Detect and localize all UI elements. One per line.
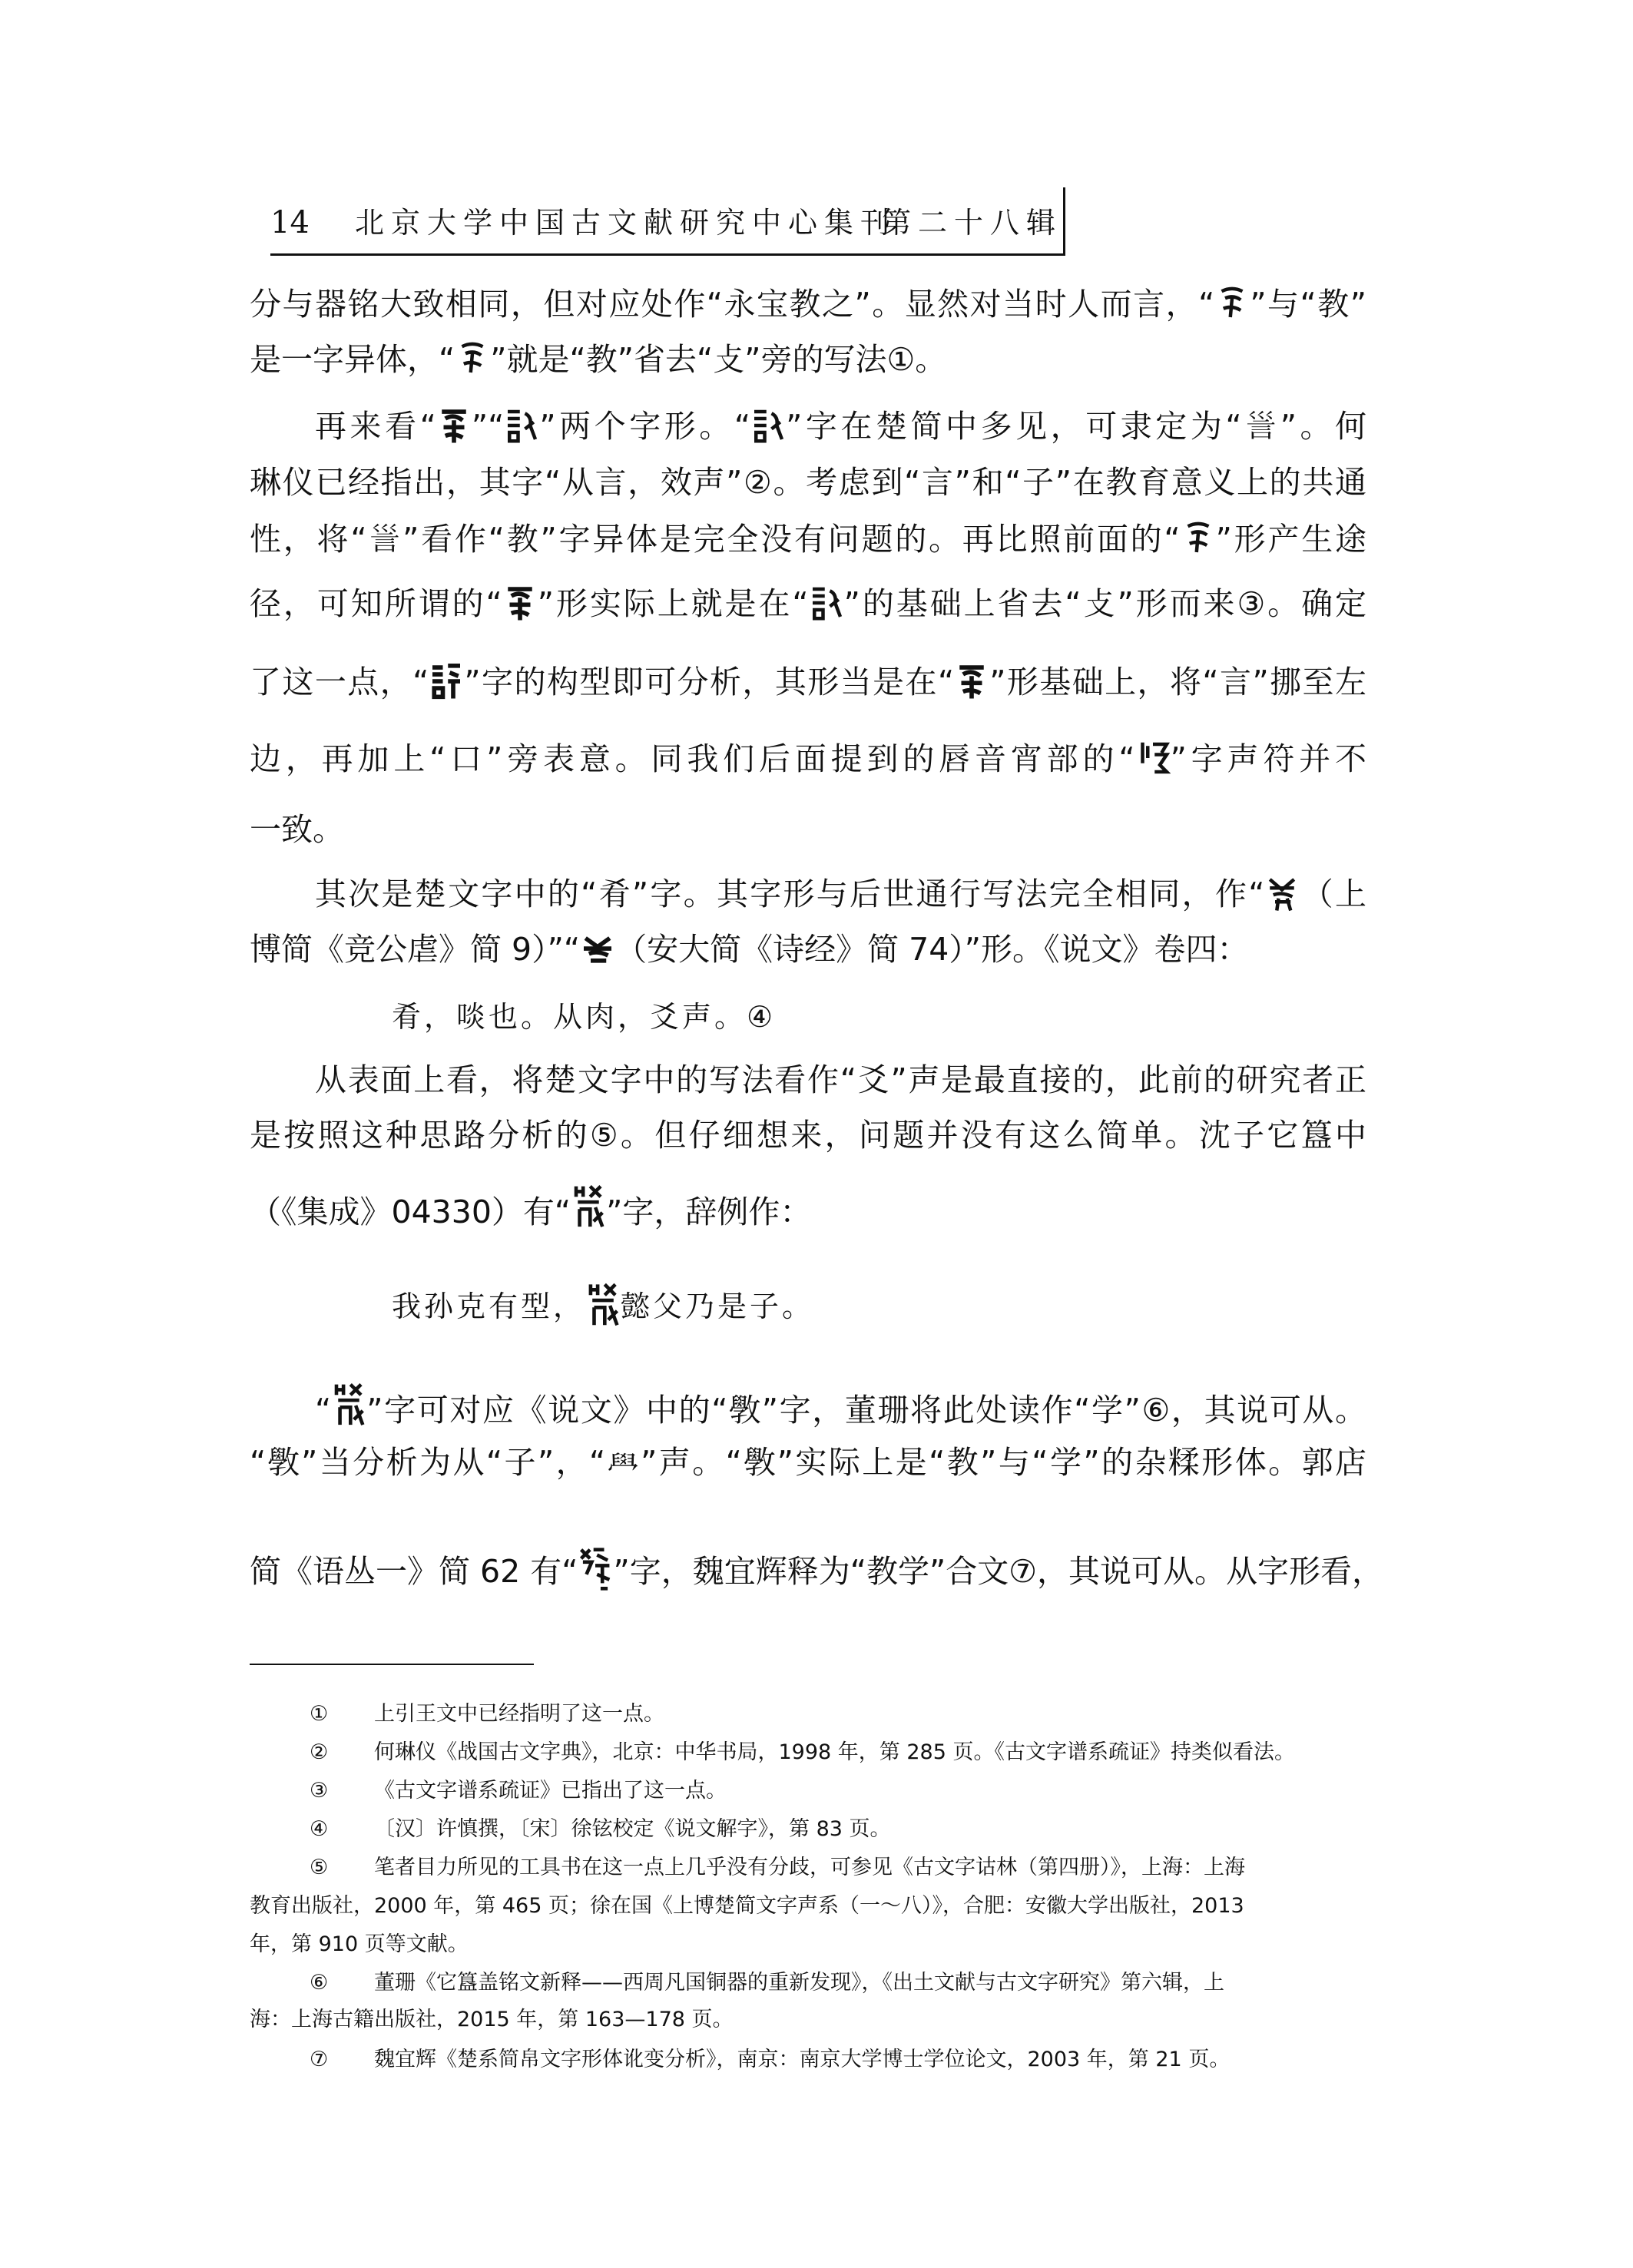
footnote-text: 董珊《它簋盖铭文新释——西周凡国铜器的重新发现》，《出土文献与古文字研究》第六辑，上 xyxy=(374,1971,1224,1995)
ancient-glyph-icon xyxy=(750,405,786,446)
footnote-text: 年，第 910 页等文献。 xyxy=(250,1932,469,1956)
body-line: “斆”当分析为从“子”，“𦥯”声。“斆”实际上是“教”与“学”的杂糅形体。郭店 xyxy=(250,1444,1366,1481)
body-line: 是一字异体，“ ”就是“教”省去“攴”旁的写法①。 xyxy=(250,336,1366,382)
footnote xyxy=(250,1776,1366,1806)
footnote xyxy=(250,2045,1366,2075)
ancient-glyph-icon xyxy=(504,405,539,446)
body-line: 性，将“𧥥”看作“教”字异体是完全没有问题的。再比照前面的“ ”形产生途 xyxy=(250,516,1366,562)
ancient-glyph-icon xyxy=(331,1381,366,1430)
journal-title: 北京大学中国古文献研究中心集刊 xyxy=(355,206,897,240)
footnote xyxy=(250,1852,1366,1883)
quotation: 我孙克有型， 懿父乃是子。 xyxy=(392,1278,814,1333)
footnote-text: 海：上海古籍出版社，2015 年，第 163—178 页。 xyxy=(250,2008,734,2031)
header-rule-vertical xyxy=(1063,187,1065,256)
ancient-glyph-icon xyxy=(1214,283,1250,324)
footnote xyxy=(250,1737,1366,1768)
footnote-text: 教育出版社，2000 年，第 465 页；徐在国《上博楚简文字声系（一～八）》，合肥：安徽大学出版社，2013 xyxy=(250,1894,1244,1918)
footnote-rule xyxy=(250,1664,534,1665)
footnote xyxy=(250,1814,1366,1845)
footnote-continuation xyxy=(250,1891,1366,1922)
footnote-marker: ④ xyxy=(310,1817,329,1841)
body-line: 边，再加上“口”旁表意。同我们后面提到的唇音宵部的“ ”字声符并不 xyxy=(250,736,1366,782)
footnote-text: 笔者目力所见的工具书在这一点上几乎没有分歧，可参见《古文字诂林（第四册）》，上海：上海 xyxy=(374,1856,1245,1879)
ancient-glyph-icon xyxy=(809,582,844,624)
page-number: 14 xyxy=(270,205,310,240)
footnote-text: 〔汉〕许慎撰，〔宋〕徐铉校定《说文解字》，第 83 页。 xyxy=(374,1817,891,1841)
ancient-glyph-icon xyxy=(1135,737,1171,779)
footnote-marker: ② xyxy=(310,1740,329,1764)
body-line: 琳仪已经指出，其字“从言，效声”②。考虑到“言”和“子”在教育意义上的共通 xyxy=(250,464,1366,501)
ancient-glyph-icon xyxy=(436,405,472,446)
footnote-marker: ③ xyxy=(310,1779,329,1803)
ancient-glyph-icon xyxy=(429,661,464,702)
footnote-text: 上引王文中已经指明了这一点。 xyxy=(374,1702,664,1726)
footnote-continuation xyxy=(250,1929,1366,1960)
footnote xyxy=(250,1699,1366,1730)
ancient-glyph-icon xyxy=(455,338,490,379)
running-head xyxy=(0,198,1633,247)
ancient-glyph-icon xyxy=(1264,872,1300,914)
footnote-marker: ⑦ xyxy=(310,2048,329,2071)
footnote xyxy=(250,1968,1366,1998)
body-line: 简《语丛一》简 62 有“ ”字，魏宜辉释为“教学”合文⑦，其说可从。从字形看， xyxy=(250,1542,1366,1596)
footnote-marker: ⑥ xyxy=(310,1971,329,1995)
footnote-text: 何琳仪《战国古文字典》，北京：中华书局，1998 年，第 285 页。《古文字谱系疏证》持类似看法。 xyxy=(374,1740,1295,1764)
body-line: 分与器铭大致相同，但对应处作“永宝教之”。显然对当时人而言，“ ”与“教” xyxy=(250,281,1366,327)
ancient-glyph-icon xyxy=(1181,518,1216,559)
body-line: 径，可知所谓的“ ”形实际上就是在“ ”的基础上省去“攴”形而来③。确定 xyxy=(250,581,1366,627)
ancient-glyph-icon xyxy=(502,582,538,624)
body-line: 其次是楚文字中的“肴”字。其字形与后世通行写法完全相同，作“ （上 xyxy=(315,871,1366,917)
body-line: 是按照这种思路分析的⑤。但仔细想来，问题并没有这么简单。沈子它簋中 xyxy=(250,1117,1366,1154)
body-line: （《集成》04330）有“ ”字，辞例作： xyxy=(250,1183,1366,1235)
body-line: 从表面上看，将楚文字中的写法看作“爻”声是最直接的，此前的研究者正 xyxy=(315,1061,1366,1098)
ancient-glyph-icon xyxy=(580,928,615,969)
footnote-marker: ① xyxy=(310,1702,329,1726)
header-rule xyxy=(270,253,1063,256)
ancient-glyph-icon xyxy=(585,1278,621,1333)
ancient-glyph-icon xyxy=(578,1542,613,1596)
body-line: 了这一点，“ ”字的构型即可分析，其形当是在“ ”形基础上，将“言”挪至左 xyxy=(250,659,1366,705)
body-line: “ ”字可对应《说文》中的“斆”字，董珊将此处读作“学”⑥，其说可从。 xyxy=(315,1381,1366,1433)
quotation: 肴，啖也。从肉，爻声。④ xyxy=(392,1000,777,1034)
footnote-text: 魏宜辉《楚系简帛文字形体讹变分析》，南京：南京大学博士学位论文，2003 年，第 21 页。 xyxy=(374,2048,1231,2071)
body-line: 一致。 xyxy=(250,811,344,848)
footnote-text: 《古文字谱系疏证》已指出了这一点。 xyxy=(374,1779,727,1803)
issue-label: 第二十八辑 xyxy=(882,206,1063,240)
body-line: 再来看“ ”“ ”两个字形。“ ”字在楚简中多见，可隶定为“𧥥”。何 xyxy=(315,403,1366,449)
footnote-continuation xyxy=(250,2005,1366,2035)
ancient-glyph-icon xyxy=(954,661,989,702)
footnote-marker: ⑤ xyxy=(310,1856,329,1879)
body-line: 博简《竞公虐》简 9）”“ （安大简《诗经》简 74）”形。《说文》卷四： xyxy=(250,926,1366,972)
ancient-glyph-icon xyxy=(571,1183,606,1232)
